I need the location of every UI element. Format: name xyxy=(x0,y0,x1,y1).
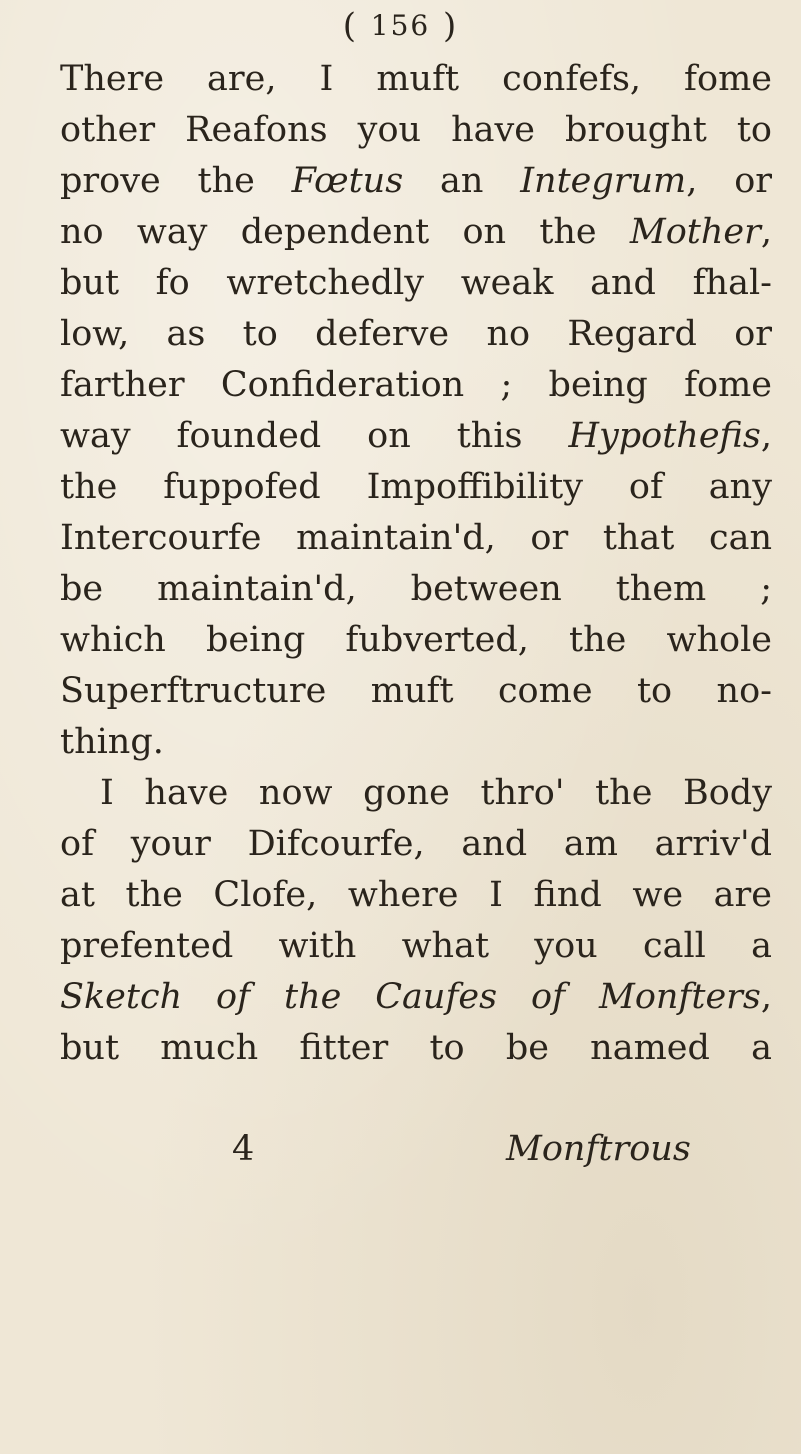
text-line: of your Difcourfe, and am arriv'd xyxy=(60,824,772,864)
text-line: the fuppofed Impoffibility of any xyxy=(60,467,772,507)
body-text xyxy=(60,54,772,1074)
catchword: Monftrous xyxy=(506,1129,691,1169)
text-segment: , xyxy=(760,977,772,1017)
text-segment: an xyxy=(403,161,521,201)
page-header xyxy=(0,4,801,48)
text-line: prefented with what you call a xyxy=(60,926,772,966)
text-line: There are, I muft confefs, fome xyxy=(60,59,772,99)
text-segment: , or xyxy=(686,161,772,201)
italic-term: Integrum xyxy=(520,161,687,201)
text-line: other Reafons you have brought to xyxy=(60,110,772,150)
text-line xyxy=(60,972,772,1023)
text-segment: way founded on this xyxy=(60,416,569,456)
text-segment: , xyxy=(760,416,772,456)
page-number: 156 xyxy=(370,9,431,42)
page-footer xyxy=(0,1124,801,1175)
header-open-paren: ( xyxy=(342,6,358,46)
text-line: I have now gone thro' the Body xyxy=(100,773,772,813)
header-close-paren: ) xyxy=(443,6,459,46)
text-line: but much fitter to be named a xyxy=(60,1028,772,1068)
text-line xyxy=(60,411,772,462)
text-line xyxy=(60,207,772,258)
italic-term: Mother xyxy=(629,212,761,252)
text-line xyxy=(60,156,772,207)
text-line: low, as to deferve no Regard or xyxy=(60,314,772,354)
text-segment: , xyxy=(760,212,772,252)
text-segment: no way dependent on the xyxy=(60,212,630,252)
signature-mark: 4 xyxy=(232,1129,255,1169)
text-line: which being fubverted, the whole xyxy=(60,620,772,660)
italic-term: Hypothefis xyxy=(568,416,761,456)
italic-term: Sketch of the Caufes of Monfters xyxy=(60,977,761,1017)
text-line: Intercourfe maintain'd, or that can xyxy=(60,518,772,558)
text-line: at the Clofe, where I find we are xyxy=(60,875,772,915)
text-segment: prove the xyxy=(60,161,292,201)
text-line: be maintain'd, between them ; xyxy=(60,569,772,609)
text-line: thing. xyxy=(60,722,164,762)
text-line: Superftructure muft come to no- xyxy=(60,671,772,711)
text-line: farther Confideration ; being fome xyxy=(60,365,772,405)
text-line: but fo wretchedly weak and fhal- xyxy=(60,263,772,303)
italic-term: Fœtus xyxy=(291,161,404,201)
